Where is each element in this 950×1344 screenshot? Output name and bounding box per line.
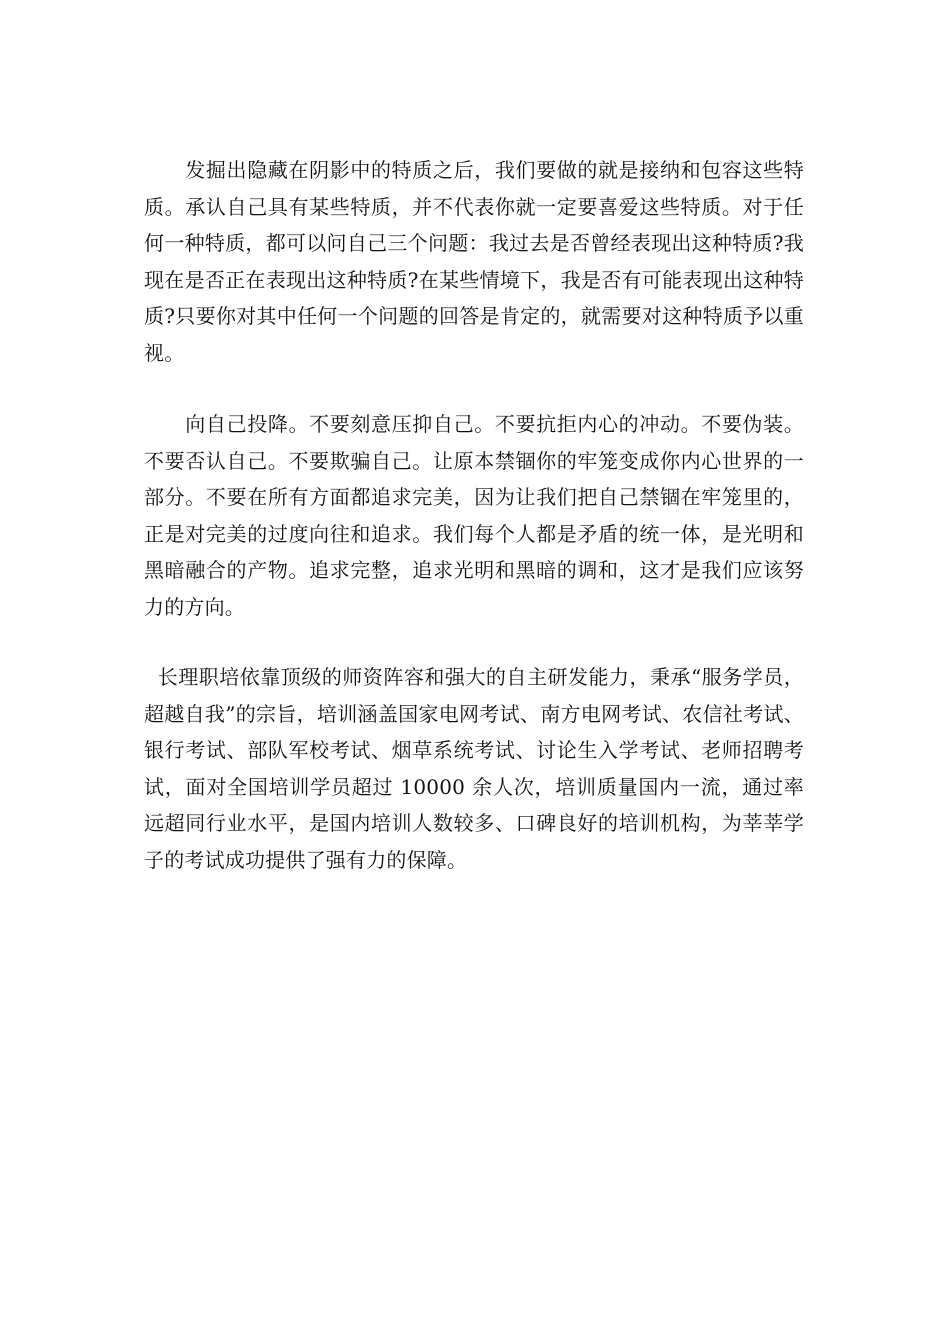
paragraph-accept-traits: 发掘出隐藏在阴影中的特质之后，我们要做的就是接纳和包容这些特质。承认自己具有某些特质，并不代表你就一定要喜爱这些特质。对于任何一种特质，都可以问自己三个问题：我过去是否曾经表现出这种特质?我现在是否正在表现出这种特质?在某些情境下，我是否有可能表现出这种特质?只要你对其中任何一个问题的回答是肯定的，就需要对这种特质予以重视。 [144, 158, 804, 365]
paragraph-surrender-to-self: 向自己投降。不要刻意压抑自己。不要抗拒内心的冲动。不要伪装。不要否认自己。不要欺骗自己。让原本禁锢你的牢笼变成你内心世界的一部分。不要在所有方面都追求完美，因为让我们把自己禁锢在牢笼里的，正是对完美的过度向往和追求。我们每个人都是矛盾的统一体，是光明和黑暗融合的产物。追求完整，追求光明和黑暗的调和，这才是我们应该努力的方向。 [144, 412, 804, 619]
paragraph-training-promo: 长理职培依靠顶级的师资阵容和强大的自主研发能力，秉承“服务学员，超越自我”的宗旨，培训涵盖国家电网考试、南方电网考试、农信社考试、银行考试、部队军校考试、烟草系统考试、讨论生入学考试、老师招聘考试，面对全国培训学员超过 10000 余人次，培训质量国内一流，通过率远超同行业水平，是国内培训人数较多、口碑良好的培训机构，为莘莘学子的考试成功提供了强有力的保障。 [144, 665, 805, 872]
